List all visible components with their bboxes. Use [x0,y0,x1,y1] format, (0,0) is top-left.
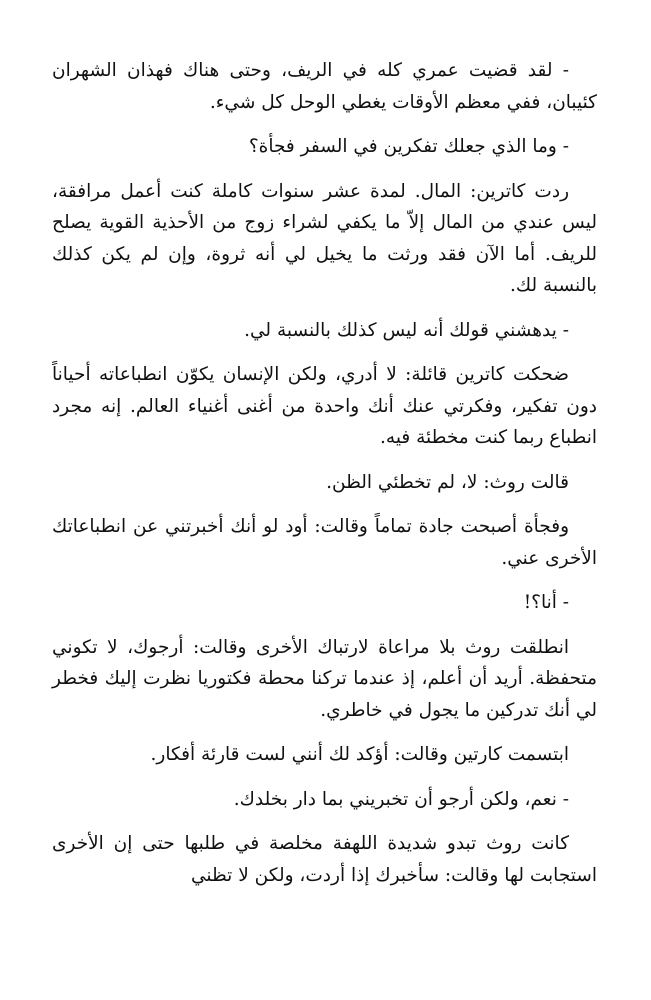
paragraph: - وما الذي جعلك تفكرين في السفر فجأة؟ [248,136,569,157]
paragraph: - لقد قضيت عمري كله في الريف، وحتى هناك فهذان الشهران كئيبان، ففي معظم الأوقات يغطي الوحل كل شيء. [52,60,597,113]
paragraph: قالت روث: لا، لم تخطئي الظن. [326,471,569,493]
book-page [52,55,597,904]
paragraph: ضحكت كاترين قائلة: لا أدري، ولكن الإنسان يكوّن انطباعاته أحياناً دون تفكير، وفكرتي عنك أنك واحدة من أغنى أغنياء العالم. إنه مجرد انطباع ربما كنت مخطئة فيه. [52,364,597,448]
paragraph: - يدهشني قولك أنه ليس كذلك بالنسبة لي. [244,319,569,341]
paragraph: - نعم، ولكن أرجو أن تخبريني بما دار بخلدك. [233,788,569,810]
paragraph: كانت روث تبدو شديدة اللهفة مخلصة في طلبها حتى إن الأخرى استجابت لها وقالت: سأخبرك إذا أردت، ولكن لا تظني [52,833,597,886]
paragraph: - أنا؟! [523,592,569,613]
paragraph: وفجأة أصبحت جادة تماماً وقالت: أود لو أنك أخبرتني عن انطباعاتك الأخرى عني. [52,516,597,569]
paragraph: ابتسمت كارتين وقالت: أؤكد لك أنني لست قارئة أفكار. [150,744,569,765]
paragraph: ردت كاترين: المال. لمدة عشر سنوات كاملة كنت أعمل مرافقة، ليس عندي من المال إلاّ ما يكفي لشراء زوج من الأحذية القوية يصلح للريف. أما الآن فقد ورثت ما يخيل لي أنه ثروة، وإن لم يكن كذلك بالنسبة لك. [52,180,597,296]
paragraph: انطلقت روث بلا مراعاة لارتباك الأخرى وقالت: أرجوك، لا تكوني متحفظة. أريد أن أعلم، إذ عندما تركنا محطة فكتوريا نظرت إليك فخطر لي أنك تدركين ما يجول في خاطري. [52,636,597,721]
